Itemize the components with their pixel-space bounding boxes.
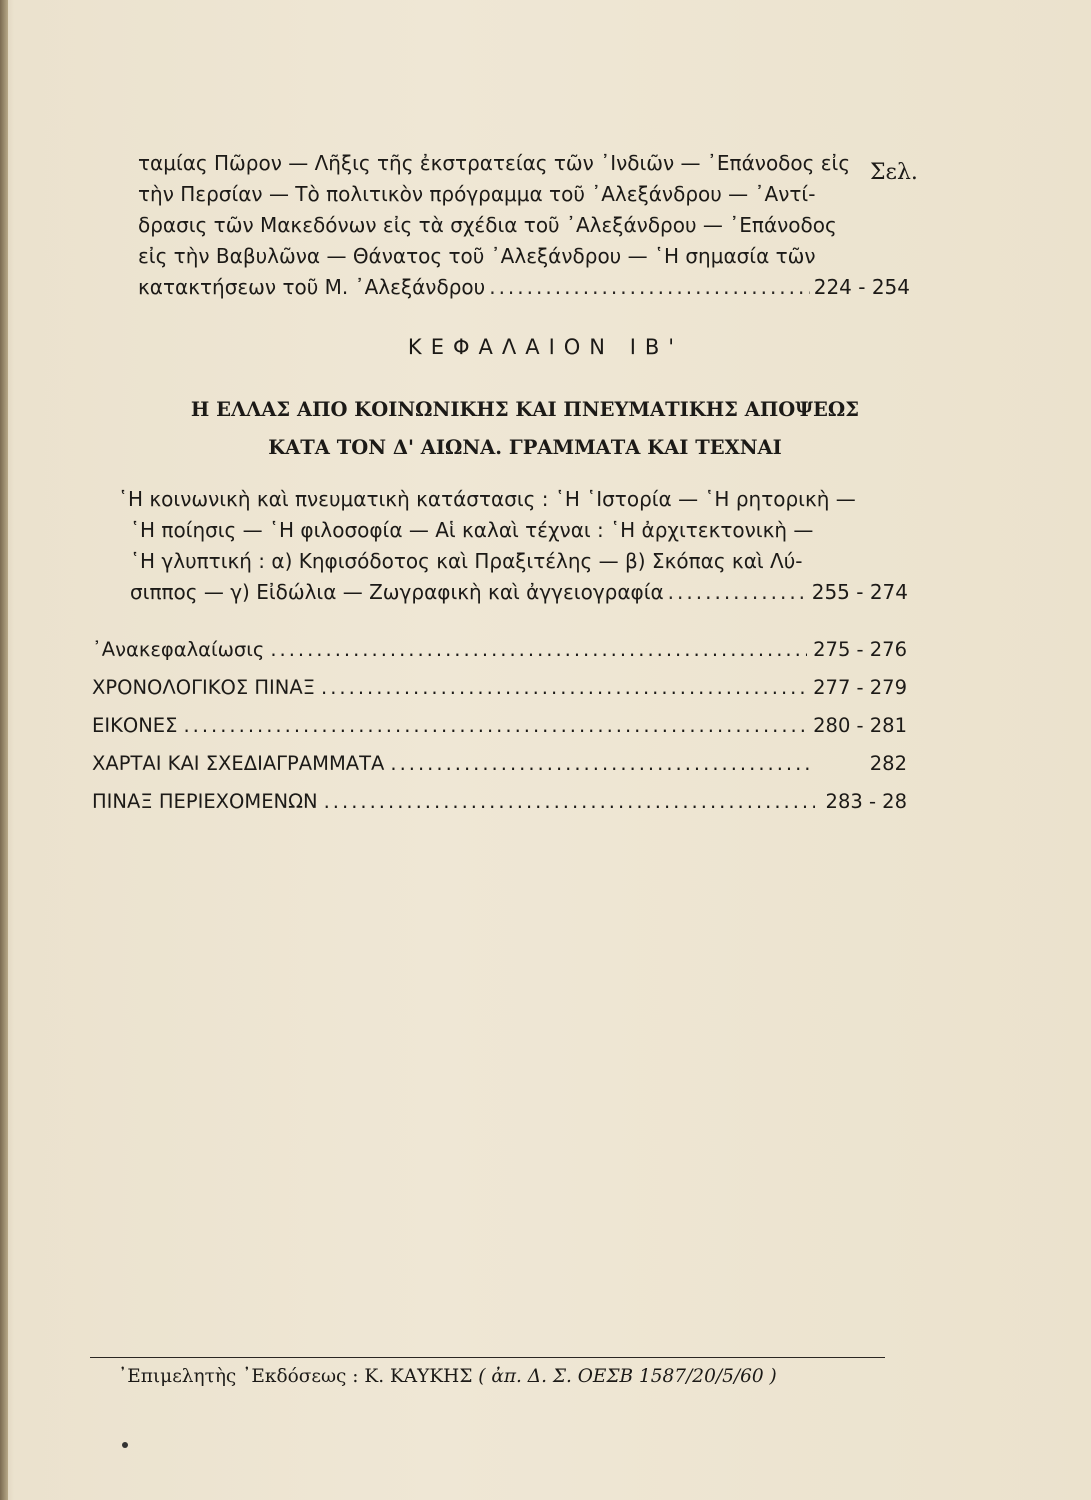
chapter-label: ΚΕΦΑΛΑΙΟΝ ΙΒ' xyxy=(407,335,684,359)
paper-speck xyxy=(122,1442,128,1448)
pages-column-label: Σελ. xyxy=(870,160,918,185)
footer-rule xyxy=(90,1357,885,1358)
toc-text-line: ῾Η γλυπτική : α) Κηφισόδοτος καὶ Πραξιτέλης — β) Σκόπας καὶ Λύ- xyxy=(130,549,803,573)
dot-leader xyxy=(183,714,807,737)
book-spine-edge xyxy=(0,0,8,1500)
toc-entry xyxy=(92,676,907,714)
toc-entry xyxy=(92,752,907,790)
chapter-title-line-2: ΚΑΤΑ ΤΟΝ Δ' ΑΙΩΝΑ. ΓΡΑΜΜΑΤΑ ΚΑΙ ΤΕΧΝΑΙ xyxy=(268,436,782,459)
toc-entry xyxy=(92,714,907,752)
toc-entry-label: ΠΙΝΑΞ ΠΕΡΙΕΧΟΜΕΝΩΝ xyxy=(92,790,318,813)
approval-reference: ( ἀπ. Δ. Σ. ΟΕΣΒ 1587/20/5/60 ) xyxy=(478,1366,777,1387)
page-range: 275 - 276 xyxy=(813,638,907,661)
chapter-contents-block xyxy=(118,484,908,608)
toc-text-line: εἰς τὴν Βαβυλῶνα — Θάνατος τοῦ ᾿Αλεξάνδρου — ῾Η σημασία τῶν xyxy=(138,244,816,268)
toc-entry-label: ΧΡΟΝΟΛΟΓΙΚΟΣ ΠΙΝΑΞ xyxy=(92,676,316,699)
toc-continuation-block xyxy=(138,148,910,303)
toc-entry-label: ᾿Ανακεφαλαίωσις xyxy=(92,638,265,661)
page-range: 224 - 254 xyxy=(813,275,910,299)
page-range: 282 xyxy=(869,752,907,775)
toc-entry xyxy=(92,790,907,828)
imprint-footer xyxy=(118,1366,898,1387)
toc-last-line-text: κατακτήσεων τοῦ Μ. ᾿Αλεξάνδρου xyxy=(138,275,486,299)
dot-leader xyxy=(668,577,808,608)
toc-last-line xyxy=(118,577,908,608)
toc-text-line: ῾Η κοινωνικὴ καὶ πνευματικὴ κατάστασις : ῾Η ῾Ιστορία — ῾Η ρητορικὴ — xyxy=(118,487,856,511)
page-range: 277 - 279 xyxy=(813,676,907,699)
toc-text-line: ταμίας Πῶρον — Λῆξις τῆς ἐκστρατείας τῶν ᾿Ινδιῶν — ᾿Επάνοδος εἰς xyxy=(138,151,851,175)
dot-leader xyxy=(489,272,810,303)
page-range: 280 - 281 xyxy=(813,714,907,737)
back-matter-list xyxy=(92,638,907,828)
dot-leader xyxy=(390,752,815,775)
dot-leader xyxy=(321,676,807,699)
dot-leader xyxy=(270,638,807,661)
chapter-title-line-1: Η ΕΛΛΑΣ ΑΠΟ ΚΟΙΝΩΝΙΚΗΣ ΚΑΙ ΠΝΕΥΜΑΤΙΚΗΣ ΑΠΟΨΕΩΣ xyxy=(190,398,860,421)
editor-credit: ᾿Επιμελητὴς ᾿Εκδόσεως : Κ. ΚΑΥΚΗΣ xyxy=(118,1366,473,1387)
toc-text-line: ῾Η ποίησις — ῾Η φιλοσοφία — Αἱ καλαὶ τέχναι : ῾Η ἀρχιτεκτονικὴ — xyxy=(130,518,814,542)
toc-entry xyxy=(92,638,907,676)
page-range: 255 - 274 xyxy=(811,580,908,604)
toc-text-line: δρασις τῶν Μακεδόνων εἰς τὰ σχέδια τοῦ ᾿Αλεξάνδρου — ᾿Επάνοδος xyxy=(138,213,837,237)
toc-entry-label: ΕΙΚΟΝΕΣ xyxy=(92,714,178,737)
dot-leader xyxy=(324,790,815,813)
toc-last-line-text: σιππος — γ) Εἰδώλια — Ζωγραφικὴ καὶ ἀγγειογραφία xyxy=(130,580,664,604)
page-range: 283 - 28 xyxy=(825,790,907,813)
toc-text-line: τὴν Περσίαν — Τὸ πολιτικὸν πρόγραμμα τοῦ ᾿Αλεξάνδρου — ᾿Αντί- xyxy=(138,182,816,206)
toc-last-line xyxy=(138,272,910,303)
toc-entry-label: ΧΑΡΤΑΙ ΚΑΙ ΣΧΕΔΙΑΓΡΑΜΜΑΤΑ xyxy=(92,752,385,775)
